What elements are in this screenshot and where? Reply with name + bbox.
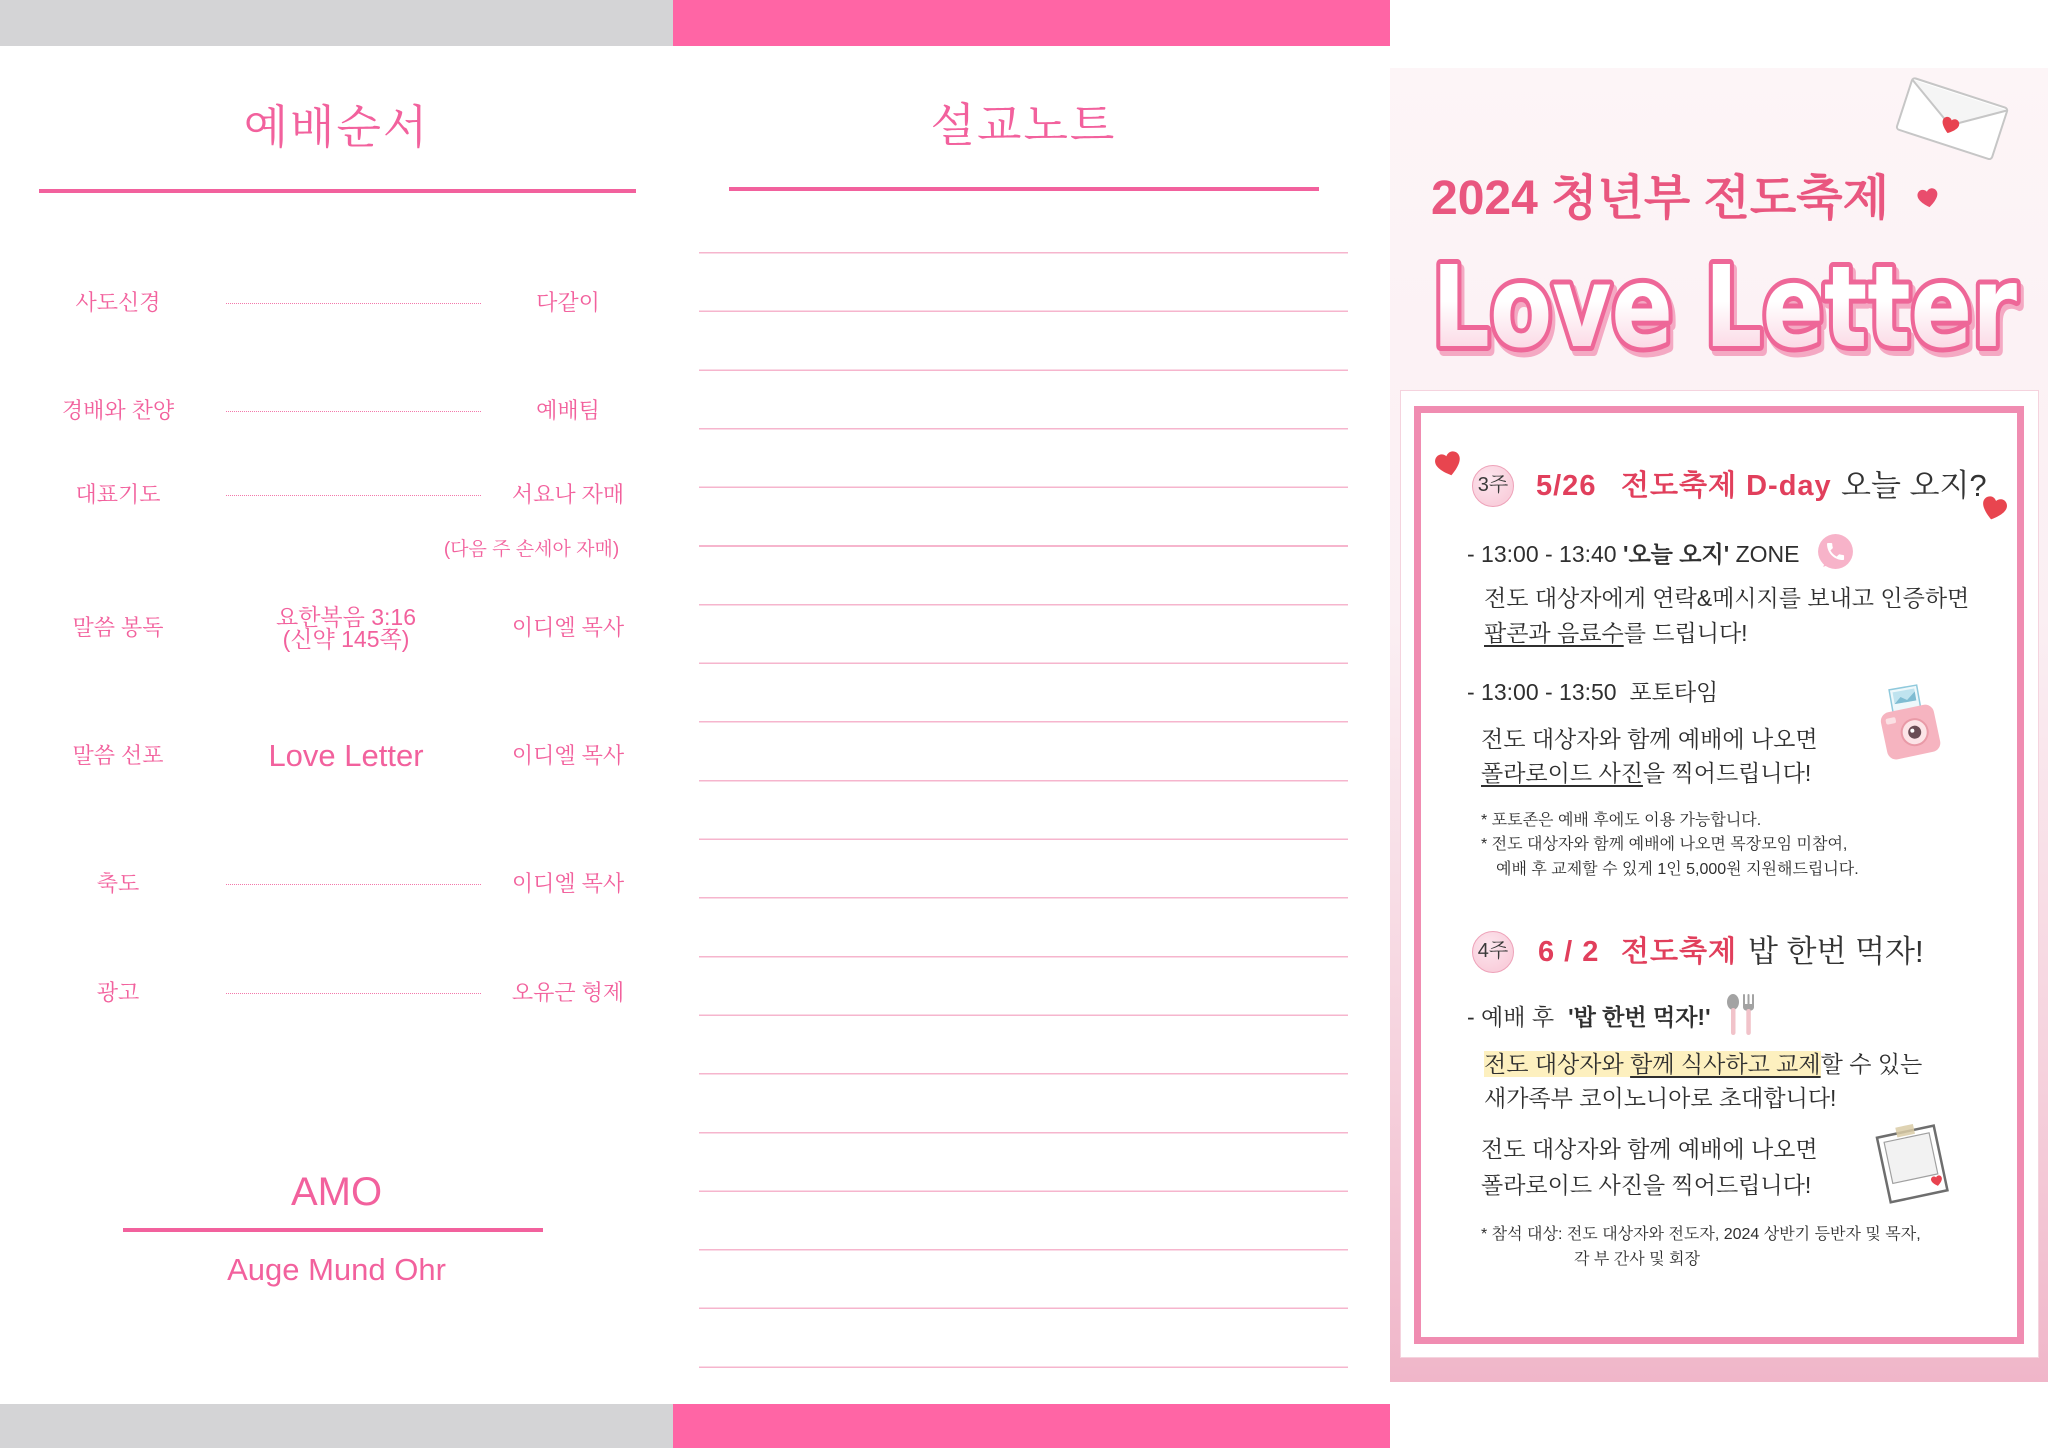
order-item-label: 대표기도: [75, 482, 161, 507]
order-row: [0, 864, 673, 904]
ministry-name: AMO: [290, 1170, 383, 1214]
order-item-label: 사도신경: [75, 290, 161, 315]
eligibility-note: * 참석 대상: 전도 대상자와 전도자, 2024 상반기 등반자 및 목자,: [1481, 1226, 1921, 1243]
photo-footnote: 예배 후 교제할 수 있게 1인 5,000원 지원해드립니다.: [1496, 861, 1859, 878]
zone-name: '오늘 오지': [1623, 541, 1730, 567]
zone-description-line-1: 전도 대상자에게 연락&메시지를 보내고 인증하면: [1484, 585, 1970, 611]
meal-schedule-line: [1467, 1002, 1711, 1032]
dotted-leader-line: [226, 495, 481, 496]
event-slogan: 밥 한번 먹자!: [1748, 934, 1924, 969]
order-item-label: 광고: [96, 980, 140, 1005]
meal-highlight-underlined: 함께 식사하고 교제: [1630, 1051, 1821, 1077]
order-item-label: 말씀 봉독: [72, 615, 164, 640]
dotted-leader-line: [226, 411, 481, 412]
zone-reward-rest: 를 드립니다!: [1623, 620, 1748, 646]
logo-shadow-text: Love Letter: [1435, 248, 2020, 378]
photo-footnote: * 포토존은 예배 후에도 이용 가능합니다.: [1481, 812, 1762, 829]
meal-photo-line-2: 폴라로이드 사진을 찍어드립니다!: [1481, 1172, 1812, 1198]
week-badge: 3주: [1472, 465, 1514, 507]
event-date: 5/26: [1536, 470, 1597, 502]
zone-reward-underlined: 팝콘과 음료수: [1484, 620, 1624, 646]
event-name: 전도축제 D-day: [1621, 470, 1832, 502]
event-date: 6 / 2: [1538, 936, 1600, 968]
order-item-label: 축도: [96, 871, 140, 896]
order-row: [0, 604, 673, 652]
heart-icon: [1913, 184, 1943, 212]
zone-suffix: ZONE: [1735, 541, 1800, 567]
order-row: [0, 475, 673, 515]
order-leader-label: 서요나 자매: [511, 482, 625, 507]
scripture-reference: [226, 606, 466, 650]
zone-description-line-2: [1484, 618, 1748, 648]
event-name: 전도축제: [1621, 936, 1738, 968]
order-leader-label: 다같이: [536, 290, 600, 315]
order-row: [0, 391, 673, 431]
photo-reward-rest: 을 찍어드립니다!: [1642, 760, 1812, 786]
meal-description-line-2: 새가족부 코이노니아로 초대합니다!: [1484, 1085, 1837, 1111]
sermon-notes-title-rule: [729, 187, 1319, 191]
order-leader-label: 예배팀: [536, 398, 600, 423]
meal-description-rest: 할 수 있는: [1820, 1051, 1923, 1077]
dotted-leader-line: [226, 993, 481, 994]
order-leader-label: 이디엘 목사: [511, 743, 625, 768]
dotted-leader-line: [226, 303, 481, 304]
order-row: [0, 736, 673, 776]
polaroid-icon: [1872, 1121, 1952, 1205]
utensils-icon: [1724, 993, 1758, 1037]
zone-time: - 13:00 - 13:40: [1467, 541, 1617, 567]
top-bar-gray: [0, 0, 673, 46]
festival-heading: 2024 청년부 전도축제: [1431, 172, 1890, 225]
top-bar-pink: [673, 0, 1390, 46]
meal-photo-line-1: 전도 대상자와 함께 예배에 나오면: [1481, 1136, 1818, 1162]
bottom-bar-pink: [673, 1404, 1390, 1448]
sermon-notes-title: 설교노트: [930, 99, 1117, 151]
order-row: [0, 973, 673, 1013]
sermon-note-lines: [699, 252, 1348, 1369]
zone-schedule-line: [1467, 539, 1799, 569]
ministry-name-rule: [123, 1228, 543, 1232]
meal-description-line-1: [1484, 1049, 1922, 1079]
order-item-label: 말씀 선포: [72, 743, 164, 768]
logo-text: Love Letter: [1432, 243, 2017, 373]
meal-highlight: 전도 대상자와: [1484, 1051, 1631, 1077]
phone-icon: [1817, 533, 1854, 570]
order-item-label: 경배와 찬양: [61, 398, 175, 423]
week-badge: 4주: [1472, 931, 1514, 973]
photo-description-line-2: [1481, 758, 1811, 788]
photo-reward-underlined: 폴라로이드 사진: [1481, 760, 1643, 786]
photo-footnote: * 전도 대상자와 함께 예배에 나오면 목장모임 미참여,: [1481, 836, 1848, 853]
worship-order-title: 예배순서: [243, 101, 430, 153]
worship-order-title-rule: [39, 189, 636, 193]
meal-prefix: - 예배 후: [1467, 1004, 1555, 1030]
order-leader-label: 이디엘 목사: [511, 615, 625, 640]
scripture-verse: 요한복음 3:16: [275, 604, 417, 630]
eligibility-note: 각 부 간사 및 회장: [1574, 1251, 1700, 1268]
camera-icon: [1879, 686, 1943, 764]
order-leader-label: 이디엘 목사: [511, 871, 625, 896]
meal-name: '밥 한번 먹자!': [1568, 1004, 1711, 1030]
dotted-leader-line: [226, 884, 481, 885]
sermon-title: Love Letter: [268, 738, 424, 773]
order-row: [0, 283, 673, 323]
event-slogan: 오늘 오지?: [1841, 468, 1987, 503]
bottom-bar-gray: [0, 1404, 673, 1448]
love-letter-logo: [1420, 243, 2040, 378]
photo-description-line-1: 전도 대상자와 함께 예배에 나오면: [1481, 726, 1818, 752]
photo-schedule-line: - 13:00 - 13:50 포토타임: [1467, 679, 1719, 705]
scripture-page: (신약 145쪽): [282, 626, 410, 652]
order-leader-label: 오유근 형제: [511, 980, 625, 1005]
ministry-motto: Auge Mund Ohr: [227, 1252, 446, 1287]
next-week-prayer-note: (다음 주 손세아 자매): [443, 539, 620, 560]
